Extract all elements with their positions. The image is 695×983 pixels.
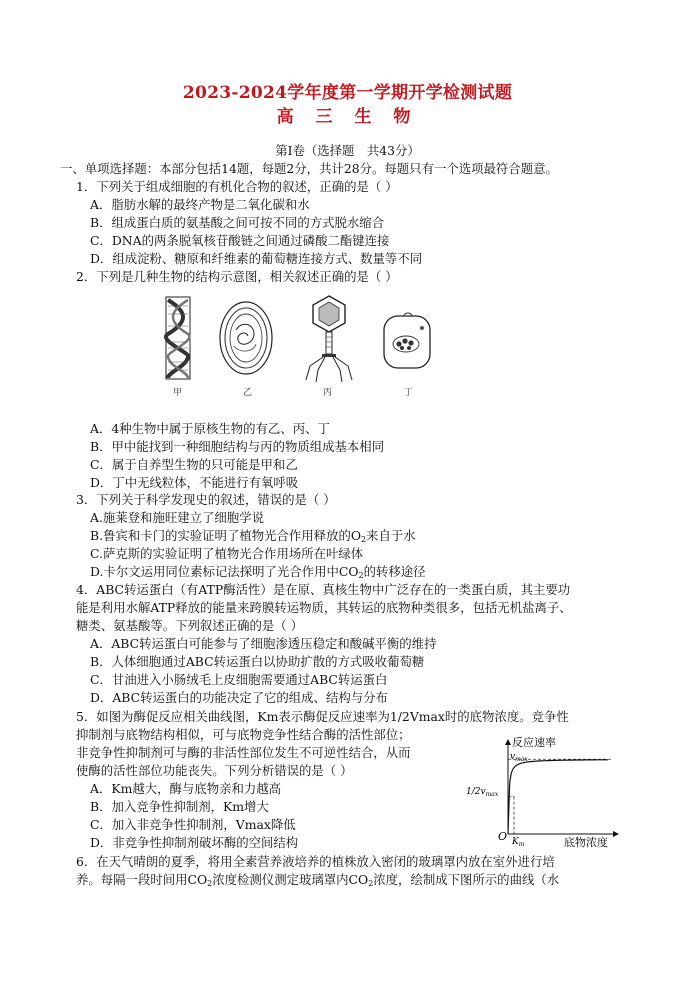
section-instruction: 一、单项选择题：本部分包括14题，每题2分，共计28分。每题只有一个选项最符合题意。 [60, 161, 558, 176]
section-heading: 第Ⅰ卷（选择题 共43分） [275, 143, 420, 158]
q6-stem-line1: 6．在天气晴朗的夏季，将用全素营养液培养的植株放入密闭的玻璃罩内放在室外进行培 [76, 854, 555, 869]
enzyme-kinetics-chart [460, 732, 620, 850]
q4-stem-line3: 糖类、氨基酸等。下列叙述正确的是（ ） [76, 618, 303, 633]
q3-option-b-subscript: 2 [361, 535, 367, 544]
q6-stem-text-c: 浓度，绘制成下图所示的曲线（水 [373, 872, 560, 887]
figure-yi [218, 300, 274, 376]
q2-option-a: A．4种生物中属于原核生物的有乙、丙、丁 [90, 421, 330, 436]
q4-option-b: B．人体细胞通过ABC转运蛋白以协助扩散的方式吸收葡萄糖 [90, 654, 425, 669]
q1-option-b: B．组成蛋白质的氨基酸之间可按不同的方式脱水缩合 [90, 215, 385, 230]
figure-label-ding: 丁 [404, 388, 414, 398]
q6-stem-line2 [76, 871, 559, 888]
q3-option-b [90, 527, 416, 544]
chart-x-label: 底物浓度 [564, 836, 608, 849]
figure-label-bing: 丙 [323, 388, 333, 398]
q2-option-d: D．丁中无线粒体，不能进行有氧呼吸 [90, 475, 299, 490]
exam-title: 2023-2024学年度第一学期开学检测试题 [182, 83, 513, 103]
q3-option-b-tail: 来自于水 [366, 528, 416, 543]
q2-stem: 2．下列是几种生物的结构示意图，相关叙述正确的是（ ） [76, 269, 398, 284]
q1-stem: 1．下列关于组成细胞的有机化合物的叙述，正确的是（ ） [76, 179, 398, 194]
q6-stem-text-b: 浓度检测仪测定玻璃罩内CO [212, 872, 369, 887]
q1-option-c: C．DNA的两条脱氧核苷酸链之间通过磷酸二酯键连接 [90, 233, 390, 248]
chart-tick-km-sub: m [518, 841, 525, 848]
q3-option-d-subscript: 2 [358, 571, 364, 580]
q3-option-a: A.施莱登和施旺建立了细胞学说 [90, 510, 264, 525]
q6-stem-text-a: 养。每隔一段时间用CO [76, 872, 208, 887]
q5-option-c: C．加入非竞争性抑制剂，Vmax降低 [90, 817, 296, 832]
chart-tick-vmax-main: v [510, 752, 516, 762]
chart-tick-half-vmax-main: 1/2v [466, 787, 486, 797]
chart-tick-half-vmax [466, 787, 499, 798]
q4-stem-line1: 4．ABC转运蛋白（有ATP酶活性）是在原、真核生物中广泛存在的一类蛋白质，其主要功 [76, 582, 571, 597]
chart-tick-half-vmax-sub: max [485, 791, 499, 798]
q3-stem: 3．下列关于科学发现史的叙述，错误的是（ ） [76, 492, 336, 507]
exam-subtitle: 高 三 生 物 [276, 107, 419, 127]
chart-origin-label: O [498, 830, 508, 843]
q3-option-d-text: D.卡尔文运用同位素标记法探明了光合作用中CO [90, 564, 359, 579]
q6-subscript-a: 2 [207, 879, 213, 888]
q4-stem-line2: 能是利用水解ATP释放的能量来跨膜转运物质，其转运的底物种类很多，包括无机盐离子、 [76, 600, 572, 615]
q2-option-b: B．甲中能找到一种细胞结构与丙的物质组成基本相同 [90, 439, 385, 454]
q5-stem-line4: 使酶的活性部位功能丧失。下列分析错误的是（ ） [76, 763, 353, 778]
q5-option-a: A．Km越大，酶与底物亲和力越高 [90, 781, 282, 796]
q1-option-a: A．脂肪水解的最终产物是二氧化碳和水 [90, 197, 310, 212]
chart-tick-km [511, 837, 525, 848]
figure-ding [382, 312, 434, 370]
q6-subscript-b: 2 [368, 879, 374, 888]
q1-option-d: D．组成淀粉、糖原和纤维素的葡萄糖连接方式、数量等不同 [90, 251, 423, 266]
q5-option-d: D．非竞争性抑制剂破坏酶的空间结构 [90, 835, 299, 850]
q4-option-c: C．甘油进入小肠绒毛上皮细胞需要通过ABC转运蛋白 [90, 672, 388, 687]
q2-option-c: C．属于自养型生物的只可能是甲和乙 [90, 457, 298, 472]
chart-rate-curve [508, 760, 608, 834]
q3-option-d [90, 563, 426, 580]
q5-stem-line1: 5．如图为酶促反应相关曲线图，Km表示酶促反应速率为1/2Vmax时的底物浓度。竞争性 [76, 709, 569, 724]
q3-option-d-tail: 的转移途径 [363, 564, 426, 579]
figure-bing [302, 294, 356, 384]
q4-option-a: A．ABC转运蛋白可能参与了细胞渗透压稳定和酸碱平衡的维持 [90, 636, 437, 651]
figure-label-jia: 甲 [173, 388, 183, 398]
figure-jia [160, 296, 196, 382]
q5-stem-line3: 非竞争性抑制剂可与酶的非活性部位发生不可逆性结合，从而 [76, 745, 411, 760]
chart-tick-km-main: K [512, 837, 519, 847]
q5-option-b: B．加入竞争性抑制剂，Km增大 [90, 799, 269, 814]
chart-tick-vmax [510, 752, 528, 763]
q3-option-b-text: B.鲁宾和卡门的实验证明了植物光合作用释放的O [90, 528, 362, 543]
q5-stem-line2: 抑制剂与底物结构相似，可与底物竞争性结合酶的活性部位； [76, 727, 411, 742]
chart-y-label: 反应速率 [512, 736, 556, 749]
q4-option-d: D．ABC转运蛋白的功能决定了它的组成、结构与分布 [90, 690, 388, 705]
figure-label-yi: 乙 [243, 388, 253, 398]
q3-option-c: C.萨克斯的实验证明了植物光合作用场所在叶绿体 [90, 546, 364, 561]
chart-tick-vmax-sub: max [515, 756, 528, 763]
